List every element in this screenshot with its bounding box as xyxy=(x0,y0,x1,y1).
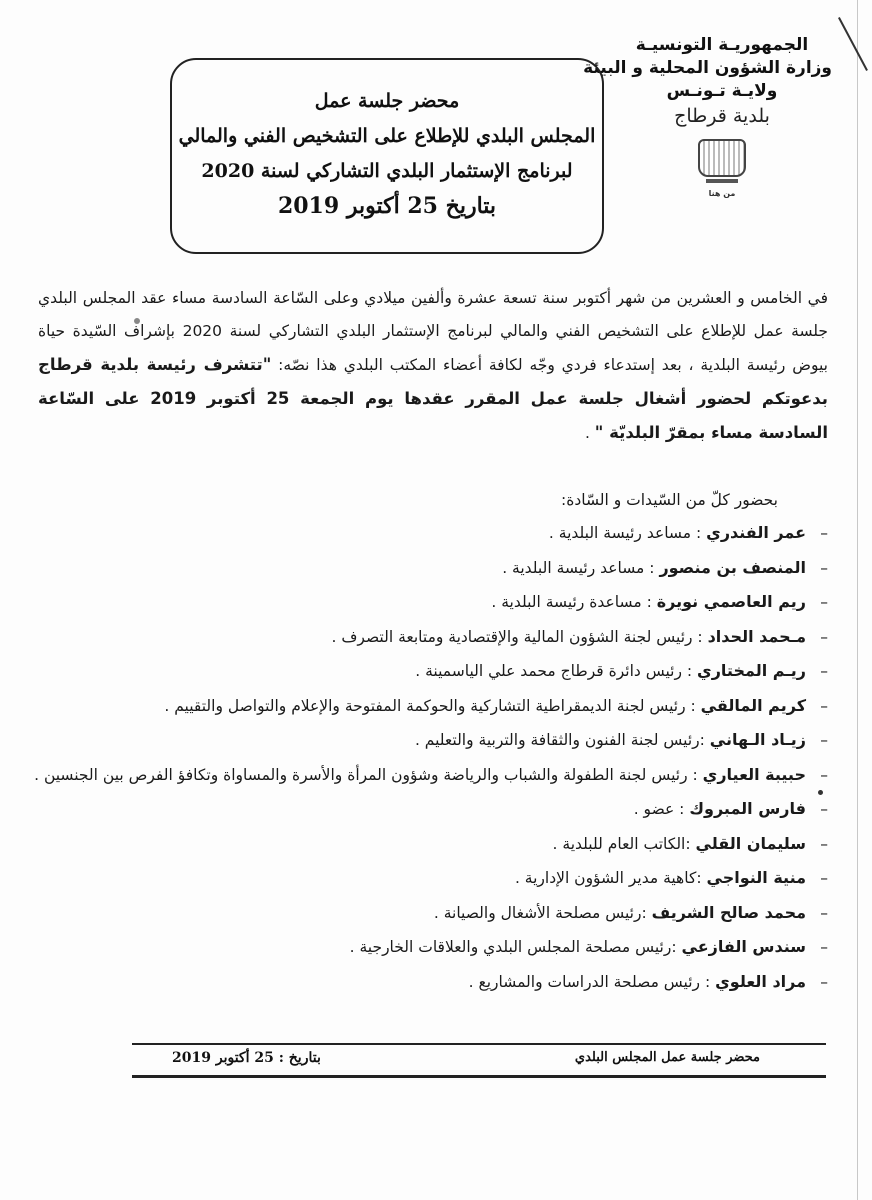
attendee-role: :رئيس مصلحة المجلس البلدي والعلاقات الخارجية . xyxy=(349,938,677,956)
list-dash: – xyxy=(820,972,828,991)
attendee-name: مراد العلوي xyxy=(715,971,806,991)
attendee-list xyxy=(28,516,828,999)
scan-edge-line xyxy=(857,0,858,1200)
attendee-role: : رئيس لجنة الطفولة والشباب والرياضة وشؤون المرأة والأسرة والمساواة وتكافؤ الفرص بين الجنسين . xyxy=(34,765,698,784)
attendee-item xyxy=(28,930,828,965)
list-dash: – xyxy=(820,903,828,922)
list-dash: – xyxy=(820,834,828,853)
attendee-name: سليمان القلي xyxy=(695,833,806,853)
footer-date: بتاريخ : 25 أكتوبر 2019 xyxy=(172,1050,321,1066)
footer-rule xyxy=(132,1043,826,1045)
letterhead-republic: الجمهوريـة التونسيـة xyxy=(635,35,809,55)
title-line-2: المجلس البلدي للإطلاع على التشخيص الفني والمالي xyxy=(178,125,596,147)
footer-rule xyxy=(132,1075,826,1078)
list-dash: – xyxy=(820,627,828,646)
attendee-item xyxy=(28,896,828,931)
municipality-emblem-icon xyxy=(698,139,746,177)
attendee-role: :رئيس مصلحة الأشغال والصيانة . xyxy=(433,903,647,922)
attendee-role: : رئيس لجنة الشؤون المالية والإقتصادية ومتابعة التصرف . xyxy=(331,627,703,646)
attendee-role: : رئيس لجنة الديمقراطية التشاركية والحوكمة المفتوحة والإعلام والتواصل والتقييم . xyxy=(164,696,696,715)
invitation-quote: "تتشرف رئيسة بلدية قرطاج بدعوتكم لحضور أشغال جلسة عمل المقرر عقدها يوم الجمعة 25 أكتوبر 2019 على السّاعة السادسة مساء بمقرّ البلديّة " xyxy=(38,355,829,442)
attendee-role: : رئيس مصلحة الدراسات والمشاريع . xyxy=(468,972,711,991)
list-dash: – xyxy=(820,869,828,887)
list-dash: – xyxy=(820,696,828,715)
attendee-role: : مساعدة رئيسة البلدية . xyxy=(491,593,652,611)
opening-paragraph xyxy=(38,282,828,450)
list-dash: – xyxy=(820,731,828,749)
attendee-item xyxy=(28,585,828,620)
attendee-name: مـحمد الحداد xyxy=(707,626,806,646)
attendee-item xyxy=(28,689,828,724)
list-dash: – xyxy=(820,593,828,611)
attendee-item xyxy=(28,654,828,689)
attendee-role: : رئيس دائرة قرطاج محمد علي الياسمينة . xyxy=(415,662,693,680)
list-dash: – xyxy=(820,938,828,956)
attendee-name: عمر الفندري xyxy=(706,523,806,542)
attendee-role: :الكاتب العام للبلدية . xyxy=(552,834,691,853)
attendee-role: : عضو . xyxy=(633,800,685,818)
attendee-item xyxy=(28,516,828,551)
letterhead-municipality: بلدية قرطاج xyxy=(674,105,770,127)
attendee-item xyxy=(28,723,828,758)
title-line-1: محضر جلسة عمل xyxy=(314,90,460,112)
list-dash: – xyxy=(820,765,828,784)
attendee-name: فارس المبروك xyxy=(689,799,806,818)
attendee-name: كريم المالقي xyxy=(700,695,806,715)
paragraph-text: في الخامس و العشرين من شهر أكتوبر سنة تسعة عشرة وألفين ميلادي وعلى السّاعة السادسة مساء عقد المجلس البلدي جلسة عمل للإطلاع على التشخيص الفني والمالي لبرنامج الإستثمار البلدي التشاركي لسنة 2020 بإشراف السّيدة حياة بيوض رئيسة البلدية ، بعد إستدعاء فردي وجّه لكافة أعضاء المكتب البلدي هذا نصّه: xyxy=(38,289,828,374)
attendee-role: :كاهية مدير الشؤون الإدارية . xyxy=(514,869,702,887)
attendee-item xyxy=(28,792,828,827)
attendee-item xyxy=(28,758,828,793)
attendee-role: :رئيس لجنة الفنون والثقافة والتربية والتعليم . xyxy=(414,731,705,749)
list-dash: – xyxy=(820,800,828,818)
attendee-name: منية النواجي xyxy=(706,868,806,887)
corner-pen-mark xyxy=(838,17,868,71)
title-date: بتاريخ 25 أكتوبر 2019 xyxy=(277,193,497,219)
attendee-item xyxy=(28,620,828,655)
attendee-name: محمد صالح الشريف xyxy=(651,902,806,922)
letterhead-governorate: ولايـة تـونـس xyxy=(666,81,778,101)
attendee-name: زيـاد الـهاني xyxy=(709,730,806,749)
attendee-name: ريم العاصمي نويرة xyxy=(656,592,806,611)
emblem-caption: من هنا xyxy=(708,189,736,198)
attendee-name: حبيبة العياري xyxy=(702,764,806,784)
attendee-item xyxy=(28,827,828,862)
quote-tail: . xyxy=(584,424,595,442)
attendee-name: ريـم المختاري xyxy=(697,661,806,680)
attendee-item xyxy=(28,861,828,896)
attendee-name: المنصف بن منصور xyxy=(659,557,806,577)
title-line-3: لبرنامج الإستثمار البلدي التشاركي لسنة 2020 xyxy=(201,160,573,182)
attendance-intro: بحضور كلّ من السّيدات و السّادة: xyxy=(561,491,778,509)
list-dash: – xyxy=(820,524,828,542)
attendee-item xyxy=(28,551,828,586)
attendance-section xyxy=(28,484,828,999)
list-dash: – xyxy=(820,662,828,680)
title-box xyxy=(170,58,604,254)
attendee-role: : مساعد رئيسة البلدية . xyxy=(502,558,655,577)
footer-title: محضر جلسة عمل المجلس البلدي xyxy=(574,1050,760,1065)
letterhead xyxy=(583,34,832,198)
attendee-item xyxy=(28,965,828,1000)
list-dash: – xyxy=(820,558,828,577)
attendee-name: سندس الفازعي xyxy=(681,937,806,956)
letterhead-ministry: وزارة الشؤون المحلية و البيئة xyxy=(583,58,832,78)
attendee-role: : مساعد رئيسة البلدية . xyxy=(548,524,702,542)
